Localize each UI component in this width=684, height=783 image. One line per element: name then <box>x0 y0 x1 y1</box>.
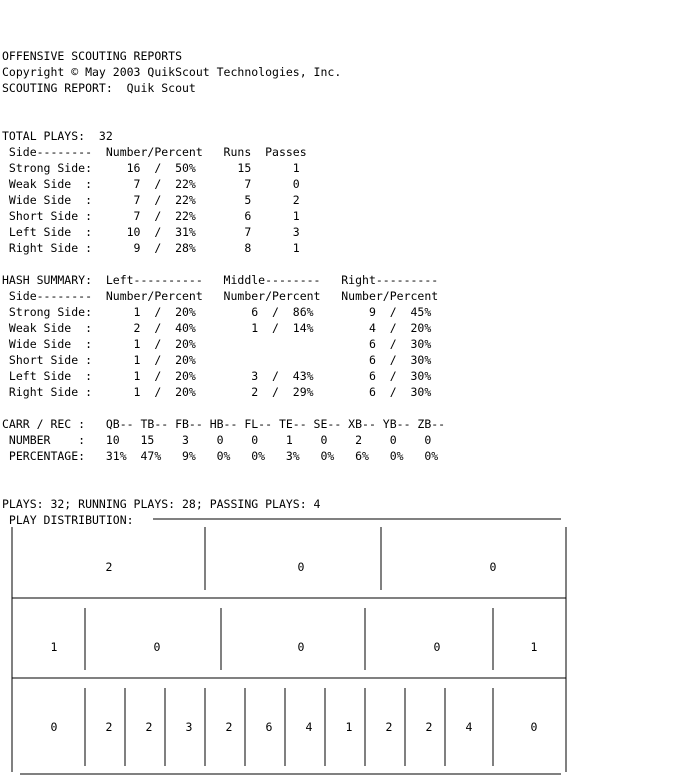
short-zone-value: 3 <box>185 720 193 734</box>
report-title: OFFENSIVE SCOUTING REPORTS <box>2 49 183 63</box>
deep-zone-value: 0 <box>297 560 305 574</box>
total-plays-row: Short Side : 7 / 22% 6 1 <box>2 209 300 223</box>
copyright-line: Copyright © May 2003 QuikScout Technologies, Inc. <box>2 65 342 79</box>
deep-zone-value: 2 <box>105 560 113 574</box>
deep-zone-value: 0 <box>489 560 497 574</box>
total-plays-header: Side-------- Number/Percent Runs Passes <box>2 145 307 159</box>
carr-rec-title: CARR / REC : QB-- TB-- FB-- HB-- FL-- TE-- SE-- XB-- YB-- ZB-- <box>2 417 446 431</box>
short-zone-value: 2 <box>145 720 153 734</box>
total-plays-title: TOTAL PLAYS: 32 <box>2 129 113 143</box>
middle-zone-value: 0 <box>153 640 161 654</box>
plays-summary: PLAYS: 32; RUNNING PLAYS: 28; PASSING PLAYS: 4 <box>2 497 321 511</box>
short-zone-value: 6 <box>265 720 273 734</box>
hash-summary-row: Strong Side: 1 / 20% 6 / 86% 9 / 45% <box>2 305 432 319</box>
hash-summary-row: Short Side : 1 / 20% 6 / 30% <box>2 353 432 367</box>
total-plays-row: Strong Side: 16 / 50% 15 1 <box>2 161 300 175</box>
short-zone-value: 2 <box>385 720 393 734</box>
short-zone-value: 4 <box>305 720 313 734</box>
short-zone-value: 1 <box>345 720 353 734</box>
middle-zone-value: 1 <box>50 640 58 654</box>
short-zone-value: 0 <box>50 720 58 734</box>
carr-rec-percentage: PERCENTAGE: 31% 47% 9% 0% 0% 3% 0% 6% 0% 0% <box>2 449 439 463</box>
middle-zone-value: 0 <box>433 640 441 654</box>
middle-zone-value: 1 <box>530 640 538 654</box>
total-plays-row: Left Side : 10 / 31% 7 3 <box>2 225 300 239</box>
short-zone-value: 2 <box>425 720 433 734</box>
carr-rec-number: NUMBER : 10 15 3 0 0 1 0 2 0 0 <box>2 433 432 447</box>
hash-summary-row: Wide Side : 1 / 20% 6 / 30% <box>2 337 432 351</box>
hash-summary-title: HASH SUMMARY: Left---------- Middle-------- Right--------- <box>2 273 439 287</box>
hash-summary-row: Left Side : 1 / 20% 3 / 43% 6 / 30% <box>2 369 432 383</box>
short-zone-value: 2 <box>105 720 113 734</box>
middle-zone-value: 0 <box>297 640 305 654</box>
short-zone-value: 4 <box>465 720 473 734</box>
total-plays-row: Weak Side : 7 / 22% 7 0 <box>2 177 300 191</box>
total-plays-row: Wide Side : 7 / 22% 5 2 <box>2 193 300 207</box>
hash-summary-row: Right Side : 1 / 20% 2 / 29% 6 / 30% <box>2 385 432 399</box>
short-zone-value: 0 <box>530 720 538 734</box>
report-name: SCOUTING REPORT: Quik Scout <box>2 81 196 95</box>
total-plays-row: Right Side : 9 / 28% 8 1 <box>2 241 300 255</box>
short-zone-value: 2 <box>225 720 233 734</box>
hash-summary-header: Side-------- Number/Percent Number/Percent Number/Percent <box>2 289 439 303</box>
hash-summary-row: Weak Side : 2 / 40% 1 / 14% 4 / 20% <box>2 321 432 335</box>
distribution-title: PLAY DISTRIBUTION: <box>2 513 134 527</box>
